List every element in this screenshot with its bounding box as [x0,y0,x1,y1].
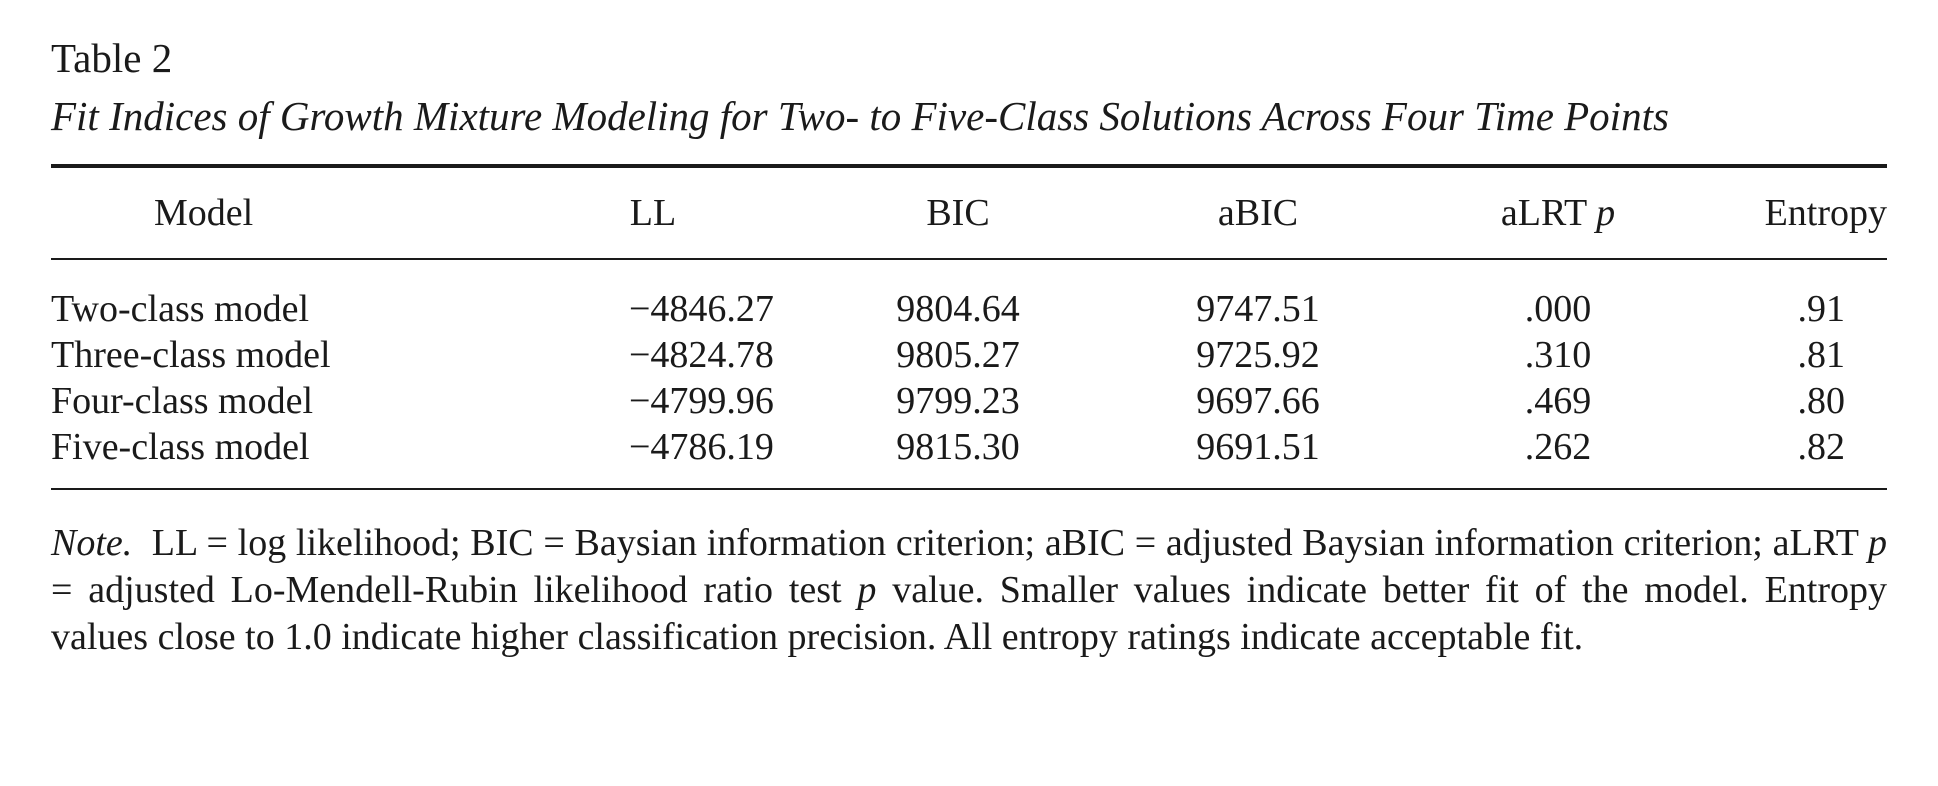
header-alrt-p-symbol: p [1596,192,1616,234]
cell-alrt-p: .000 [1524,288,1592,330]
header-abic: aBIC [1217,192,1299,234]
table-caption: Fit Indices of Growth Mixture Modeling for Two- to Five-Class Solutions Across Four Time Points [51,93,1669,139]
cell-ll: −4824.78 [629,334,774,376]
header-model: Model [154,192,254,234]
table-row [51,378,1887,424]
cell-entropy: .82 [1797,426,1845,468]
note-p-symbol-1: p [1868,522,1887,564]
cell-model: Three-class model [51,334,331,376]
cell-abic: 9747.51 [1196,288,1320,330]
note-label: Note. [51,522,133,564]
table-label: Table 2 [51,35,173,81]
note-text-3: value. Smaller values indicate better fit of the model. Entropy values close to 1.0 indicate higher classification precision. All entropy ratings indicate acceptable fit. [51,569,1887,658]
cell-model: Two-class model [51,288,310,330]
header-alrt-p [1398,168,1718,258]
cell-abic: 9691.51 [1196,426,1320,468]
table-row [51,424,1887,488]
cell-bic: 9805.27 [896,334,1020,376]
table-row [51,260,1887,332]
cell-bic: 9815.30 [896,426,1020,468]
cell-model: Five-class model [51,426,310,468]
cell-ll: −4786.19 [629,426,774,468]
cell-ll: −4799.96 [629,380,774,422]
bottom-rule [51,488,1887,490]
header-row [51,168,1887,258]
header-entropy: Entropy [1764,192,1887,234]
cell-entropy: .80 [1797,380,1845,422]
cell-entropy: .81 [1797,334,1845,376]
cell-bic: 9804.64 [896,288,1020,330]
table-note [51,520,1897,661]
cell-abic: 9725.92 [1196,334,1320,376]
cell-entropy: .91 [1797,288,1845,330]
cell-model: Four-class model [51,380,314,422]
cell-ll: −4846.27 [629,288,774,330]
fit-indices-table [51,168,1887,488]
table-row [51,332,1887,378]
cell-abic: 9697.66 [1196,380,1320,422]
note-text-2: = adjusted Lo-Mendell-Rubin likelihood ratio test [51,522,1897,611]
header-alrt-label: aLRT [1500,192,1587,234]
header-bic: BIC [926,192,990,234]
note-p-symbol-2: p [857,569,877,611]
table-figure [51,34,1897,661]
cell-alrt-p: .262 [1524,426,1592,468]
note-text-1: LL = log likelihood; BIC = Baysian information criterion; aBIC = adjusted Baysian information criterion; aLRT [132,522,1868,564]
cell-alrt-p: .469 [1524,380,1592,422]
header-ll: LL [629,192,677,234]
cell-alrt-p: .310 [1524,334,1592,376]
cell-bic: 9799.23 [896,380,1020,422]
